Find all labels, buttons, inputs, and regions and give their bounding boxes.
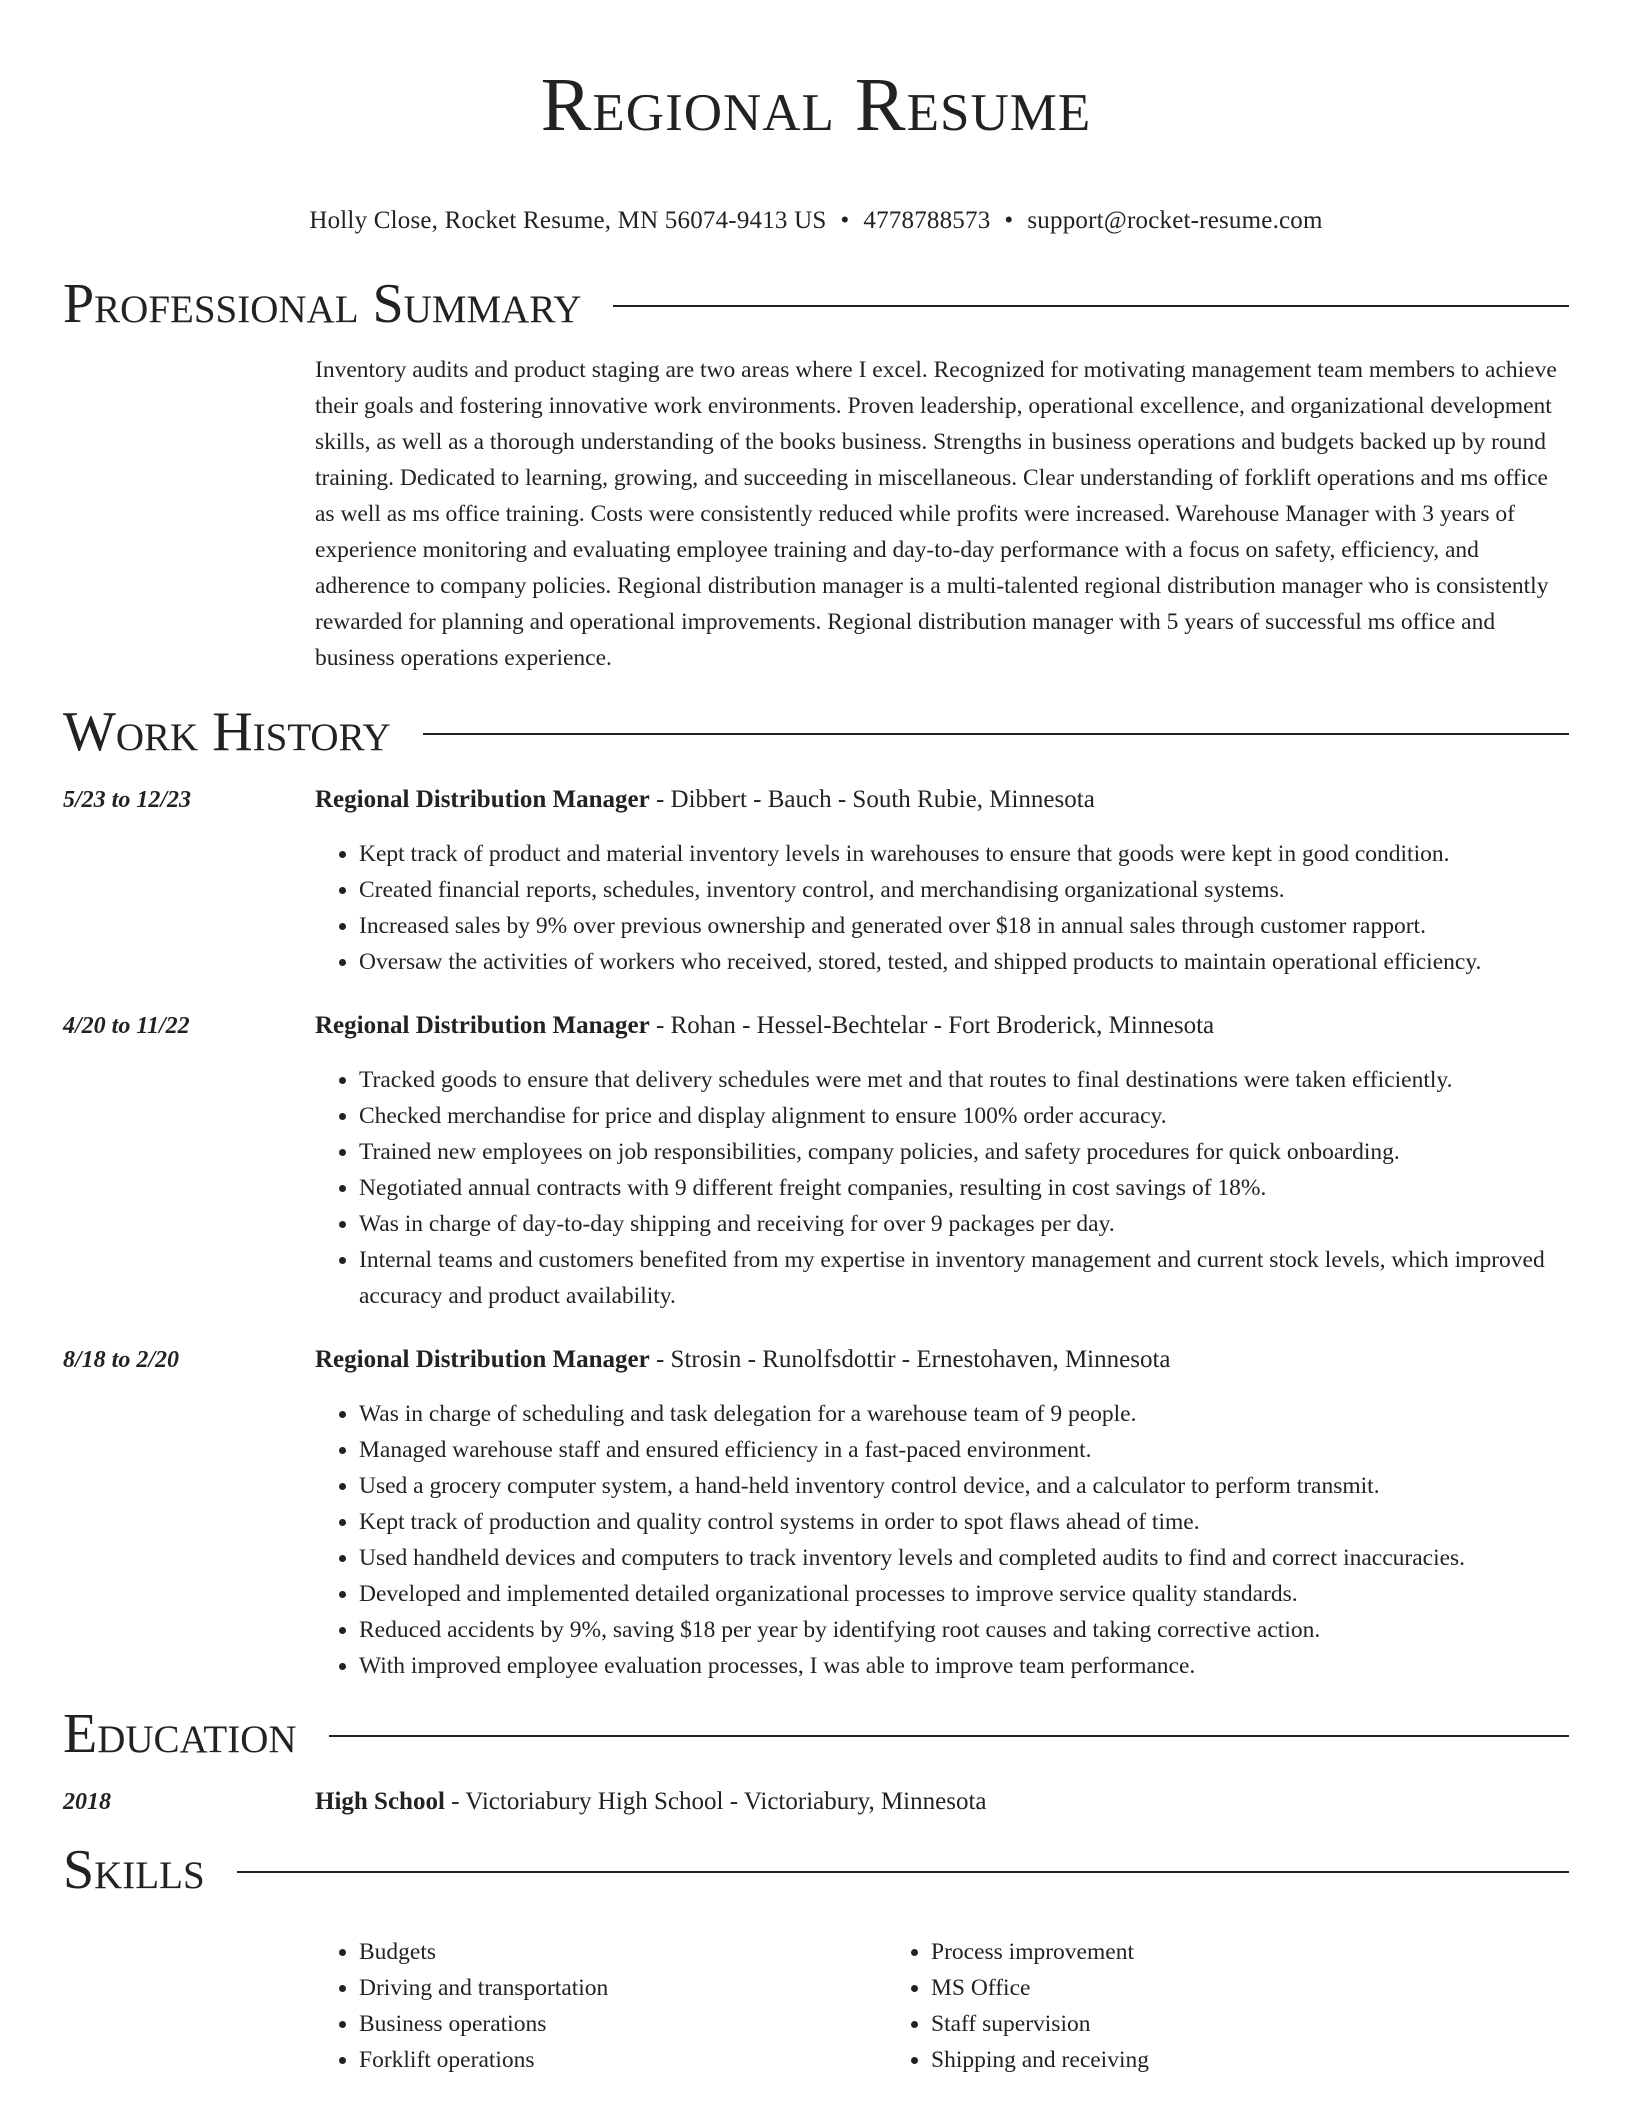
job-bullet: • Kept track of product and material inventory levels in warehouses to ensure that goods were kept in good condition. <box>359 836 1569 872</box>
job-bullet: • Oversaw the activities of workers who received, stored, tested, and shipped products to maintain operational efficiency. <box>359 944 1569 980</box>
job-details: - Rohan - Hessel-Bechtelar - Fort Broderick, Minnesota <box>649 1012 1215 1039</box>
job-title: Regional Distribution Manager <box>315 1346 650 1373</box>
job-bullet: • Managed warehouse staff and ensured efficiency in a fast-paced environment. <box>359 1432 1569 1468</box>
education-year: 2018 <box>63 1789 111 1815</box>
job-entry <box>63 784 1569 980</box>
job-bullet: • Kept track of production and quality control systems in order to spot flaws ahead of time. <box>359 1504 1569 1540</box>
job-bullets <box>315 1396 1569 1684</box>
summary-row <box>63 334 1569 676</box>
skill-item: • Forklift operations <box>359 2042 887 2078</box>
section-header-work <box>63 702 1569 762</box>
job-bullet: • Increased sales by 9% over previous ownership and generated over $18 in annual sales through customer rapport. <box>359 908 1569 944</box>
skills-row <box>63 1900 1569 2078</box>
education-degree: High School <box>315 1788 445 1815</box>
section-header-skills <box>63 1840 1569 1900</box>
job-dates: 4/20 to 11/22 <box>63 1013 190 1039</box>
skill-item: • Budgets <box>359 1934 887 1970</box>
contact-separator: • <box>840 207 850 234</box>
job-bullet: • Checked merchandise for price and display alignment to ensure 100% order accuracy. <box>359 1098 1569 1134</box>
job-bullets <box>315 1062 1569 1314</box>
education-details: - Victoriabury High School - Victoriabury, Minnesota <box>444 1788 987 1815</box>
contact-address: Holly Close, Rocket Resume, MN 56074-9413 US <box>309 207 827 234</box>
section-title-skills: Skills <box>63 1839 205 1901</box>
skill-item: • Business operations <box>359 2006 887 2042</box>
education-entry <box>63 1786 1569 1818</box>
skill-item: • Process improvement <box>931 1934 1459 1970</box>
job-details: - Strosin - Runolfsdottir - Ernestohaven, Minnesota <box>649 1346 1171 1373</box>
education-heading <box>315 1786 1569 1818</box>
job-bullet: • Negotiated annual contracts with 9 different freight companies, resulting in cost savings of 18%. <box>359 1170 1569 1206</box>
job-bullet: • Used handheld devices and computers to track inventory levels and completed audits to find and correct inaccuracies. <box>359 1540 1569 1576</box>
skills-column-right <box>887 1934 1459 2078</box>
contact-separator: • <box>1004 207 1014 234</box>
job-bullet: • Developed and implemented detailed organizational processes to improve service quality standards. <box>359 1576 1569 1612</box>
section-title-education: Education <box>63 1703 297 1765</box>
job-title: Regional Distribution Manager <box>315 1012 650 1039</box>
job-bullet: • Created financial reports, schedules, inventory control, and merchandising organizational systems. <box>359 872 1569 908</box>
job-dates: 5/23 to 12/23 <box>63 787 192 813</box>
section-divider <box>613 305 1569 307</box>
contact-line <box>63 206 1569 236</box>
section-title-work: Work History <box>63 701 391 763</box>
skill-item: • MS Office <box>931 1970 1459 2006</box>
contact-email: support@rocket-resume.com <box>1027 207 1323 234</box>
section-divider <box>423 733 1569 735</box>
resume-name: Regional Resume <box>540 63 1092 147</box>
summary-text: Inventory audits and product staging are two areas where I excel. Recognized for motivating management team members to achieve their goals and fostering innovative work environments. Proven leadership, operational excellence, and organizational development skills, as well as a thorough understanding of the books business. Strengths in business operations and budgets backed up by round training. Dedicated to learning, growing, and succeeding in miscellaneous. Clear understanding of forklift operations and ms office as well as ms office training. Costs were consistently reduced while profits were increased. Warehouse Manager with 3 years of experience monitoring and evaluating employee training and day-to-day performance with a focus on safety, efficiency, and adherence to company policies. Regional distribution manager is a multi-talented regional distribution manager who is consistently rewarded for planning and operational improvements. Regional distribution manager with 5 years of successful ms office and business operations experience. <box>315 357 1557 671</box>
job-bullet: • Tracked goods to ensure that delivery schedules were met and that routes to final destinations were taken efficiently. <box>359 1062 1569 1098</box>
job-bullet: • Internal teams and customers benefited from my expertise in inventory management and current stock levels, which improved accuracy and product availability. <box>359 1242 1569 1314</box>
job-bullet: • Used a grocery computer system, a hand-held inventory control device, and a calculator to perform transmit. <box>359 1468 1569 1504</box>
job-heading <box>315 1344 1569 1376</box>
job-dates: 8/18 to 2/20 <box>63 1347 180 1373</box>
skill-item: • Driving and transportation <box>359 1970 887 2006</box>
job-bullets <box>315 836 1569 980</box>
job-bullet: • With improved employee evaluation processes, I was able to improve team performance. <box>359 1648 1569 1684</box>
contact-phone: 4778788573 <box>863 207 991 234</box>
job-title: Regional Distribution Manager <box>315 786 650 813</box>
job-heading <box>315 784 1569 816</box>
section-divider <box>329 1735 1569 1737</box>
skill-item: • Staff supervision <box>931 2006 1459 2042</box>
job-bullet: • Was in charge of scheduling and task delegation for a warehouse team of 9 people. <box>359 1396 1569 1432</box>
job-bullet: • Was in charge of day-to-day shipping and receiving for over 9 packages per day. <box>359 1206 1569 1242</box>
job-bullet: • Reduced accidents by 9%, saving $18 per year by identifying root causes and taking corrective action. <box>359 1612 1569 1648</box>
job-entry <box>63 1344 1569 1684</box>
job-entry <box>63 1010 1569 1314</box>
section-header-summary <box>63 274 1569 334</box>
job-details: - Dibbert - Bauch - South Rubie, Minnesota <box>649 786 1095 813</box>
section-title-summary: Professional Summary <box>63 273 582 335</box>
job-heading <box>315 1010 1569 1042</box>
section-divider <box>237 1871 1569 1873</box>
skills-column-left <box>315 1934 887 2078</box>
job-bullet: • Trained new employees on job responsibilities, company policies, and safety procedures for quick onboarding. <box>359 1134 1569 1170</box>
skill-item: • Shipping and receiving <box>931 2042 1459 2078</box>
skills-list <box>315 1934 1569 2078</box>
section-header-education <box>63 1704 1569 1764</box>
